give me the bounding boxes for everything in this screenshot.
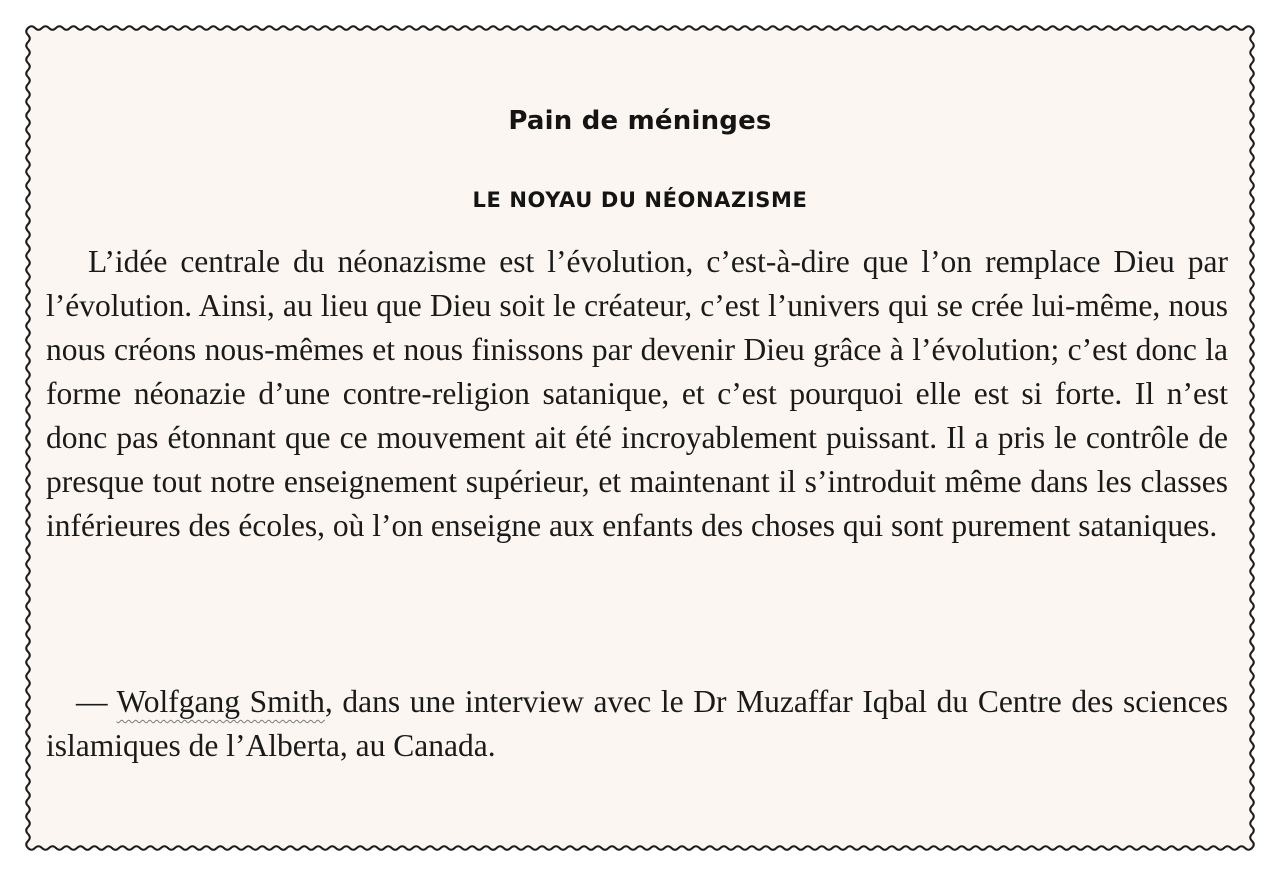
sidebar-card: [28, 28, 1252, 848]
quote-paragraph: L’idée centrale du néonazisme est l’évolution, c’est-à-dire que l’on remplace Dieu par l’évolution. Ainsi, au lieu que Dieu soit le créateur, c’est l’univers qui se crée lui-même, nous nous créons nous-mêmes et nous finissons par devenir Dieu grâce à l’évolution; c’est donc la forme néonazie d’une contre-religion satanique, et c’est pourquoi elle est si forte. Il n’est donc pas étonnant que ce mouvement ait été incroyablement puissant. Il a pris le contrôle de presque tout notre enseignement supérieur, et maintenant il s’introduit même dans les classes inférieures des écoles, où l’on enseigne aux enfants des choses qui sont purement sataniques.: [46, 244, 1228, 543]
attribution-text: , dans une interview avec le Dr Muzaffar Iqbal du Centre des sciences islamiques de l’Alberta, au Canada.: [46, 684, 1228, 763]
card-subtitle: LE NOYAU DU NÉONAZISME: [472, 188, 808, 212]
attribution: [46, 680, 1228, 768]
author-link[interactable]: Wolfgang Smith: [116, 684, 325, 719]
attribution-dash: —: [76, 684, 117, 719]
card-title: Pain de méninges: [508, 106, 772, 136]
